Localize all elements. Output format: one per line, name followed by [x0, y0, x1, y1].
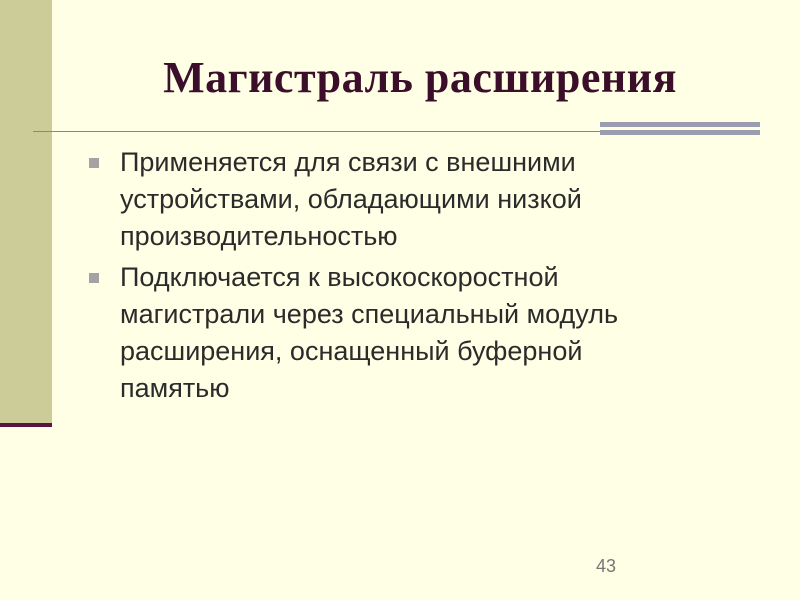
square-bullet-icon	[89, 158, 99, 168]
bullet-list	[88, 144, 748, 411]
decorative-side-bar	[0, 0, 52, 423]
accent-stripe-bottom	[600, 130, 760, 135]
bullet-line: памятью	[120, 373, 230, 403]
bullet-item	[88, 259, 748, 407]
bullet-line: Подключается к высокоскоростной	[120, 262, 559, 292]
bullet-item	[88, 144, 748, 255]
bullet-line: расширения, оснащенный буферной	[120, 336, 583, 366]
square-bullet-icon	[89, 273, 99, 283]
title-divider-line	[33, 131, 600, 132]
bullet-line: устройствами, обладающими низкой	[120, 184, 582, 214]
bullet-line: магистрали через специальный модуль	[120, 299, 619, 329]
bullet-line: Применяется для связи с внешними	[120, 147, 576, 177]
page-number: 43	[596, 556, 617, 576]
title-divider-accent	[600, 122, 760, 138]
accent-stripe-top	[600, 122, 760, 127]
side-bar-underline	[0, 423, 52, 427]
bullet-line: производительностью	[120, 221, 398, 251]
slide-title: Магистраль расширения	[163, 53, 677, 102]
